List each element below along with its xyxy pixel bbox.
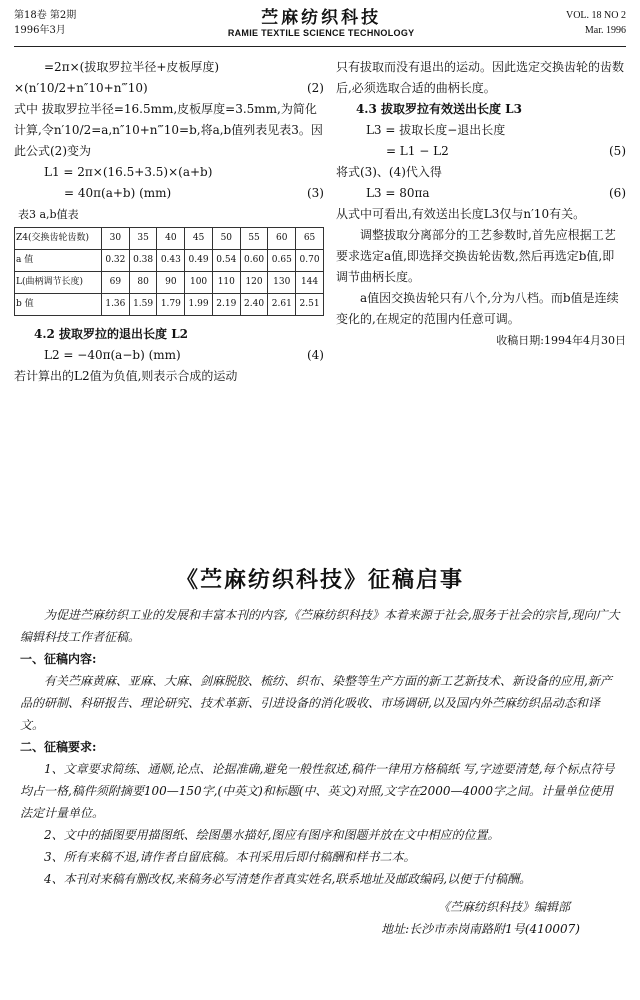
table-row-header: Z4(交换齿轮齿数) — [15, 228, 102, 250]
paragraph-negative-l2: 若计算出的L2值为负值,则表示合成的运动 — [14, 369, 238, 383]
article-columns — [14, 57, 626, 557]
equation-3-number: (3) — [306, 186, 324, 200]
volume-issue-en: VOL. 18 NO 2 — [565, 10, 626, 21]
table-row-header: b 值 — [15, 294, 102, 316]
paragraph-substitute: 将式(3)、(4)代入得 — [335, 165, 442, 179]
notice-requirement-4: 4、本刊对来稿有删改权,来稿务必写清楚作者真实姓名,联系地址及邮政编码,以便于付稿酬。 — [44, 872, 532, 886]
table-cell: 55 — [240, 228, 268, 250]
equation-6 — [336, 183, 626, 204]
table-cell: 60 — [268, 228, 296, 250]
equation-2 — [14, 78, 324, 99]
table-cell: 30 — [102, 228, 130, 250]
table-cell: 100 — [185, 272, 213, 294]
table-cell: 130 — [268, 272, 296, 294]
header-left — [14, 8, 76, 38]
received-date: 收稿日期:1994年4月30日 — [496, 334, 626, 347]
paragraph-variables: 式中 拔取罗拉半径=16.5mm,皮板厚度=3.5mm,为简化计算,令n′10/2=a,n″10+n‴10=b,将a,b值列表见表3。因此公式(2)变为 — [14, 102, 323, 158]
notice-content: 有关苎麻黄麻、亚麻、大麻、剑麻脱胶、梳纺、织布、染整等生产方面的新工艺新技术、新设备的应用,新产品的研制、科研报告、理论研究、技术革新、引进设备的消化吸收、市场调研,以及国内外苎麻纺织品动态和译文。 — [20, 674, 612, 732]
table-row — [15, 294, 324, 316]
table-cell: 0.32 — [102, 250, 130, 272]
table-cell: 1.99 — [185, 294, 213, 316]
equation-6-number: (6) — [609, 186, 626, 200]
table-cell: 40 — [157, 228, 185, 250]
equation-4 — [14, 345, 324, 366]
table-cell: 144 — [296, 272, 324, 294]
table-cell: 45 — [185, 228, 213, 250]
right-column — [336, 57, 626, 557]
table-cell: 0.54 — [212, 250, 240, 272]
table-row — [15, 250, 324, 272]
equation-3-body: = 40π(a+b) (mm) — [64, 186, 172, 200]
table-cell: 0.70 — [296, 250, 324, 272]
section-4-3-heading: 4.3 拔取罗拉有效送出长度 L3 — [355, 102, 522, 116]
notice-heading-content: 一、征稿内容: — [20, 652, 97, 666]
notice-signature: 《苎麻纺织科技》编辑部 — [437, 900, 570, 914]
notice-intro: 为促进苎麻纺织工业的发展和丰富本刊的内容,《苎麻纺织科技》本着来源于社会,服务于社会的宗旨,现向广大编辑科技工作者征稿。 — [20, 608, 620, 644]
notice-requirement-2: 2、文中的插图要用描图纸、绘图墨水描好,图应有图序和图题并放在文中相应的位置。 — [44, 828, 500, 842]
volume-issue-cn: 第18卷 第2期 — [14, 10, 77, 21]
table-row-header: a 值 — [15, 250, 102, 272]
notice-title: 《苎麻纺织科技》征稿启事 — [175, 567, 464, 593]
equation-4-number: (4) — [306, 348, 324, 362]
table-cell: 110 — [212, 272, 240, 294]
equation-5-body: = L1 − L2 — [385, 144, 449, 158]
left-column — [14, 57, 324, 557]
call-for-papers — [14, 563, 626, 940]
table-cell: 35 — [129, 228, 157, 250]
date-cn: 1996年3月 — [14, 25, 66, 36]
table-row — [15, 228, 324, 250]
table-cell: 2.61 — [268, 294, 296, 316]
table-cell: 0.60 — [240, 250, 268, 272]
table-cell: 65 — [296, 228, 324, 250]
notice-body — [20, 604, 620, 940]
table-cell: 2.40 — [240, 294, 268, 316]
notice-heading-requirements: 二、征稿要求: — [20, 740, 97, 754]
table-cell: 69 — [102, 272, 130, 294]
equation-6-body: L3 = 80πa — [365, 186, 430, 200]
table-caption: 表3 a,b值表 — [18, 208, 79, 221]
paragraph-continued: 只有拔取而没有退出的运动。因此选定交换齿轮的齿数后,必须选取合适的曲柄长度。 — [335, 60, 624, 95]
equation-4-body: L2 = −40π(a−b) (mm) — [44, 348, 181, 362]
notice-requirement-3: 3、所有来稿不退,请作者自留底稿。本刊采用后即付稿酬和样书二本。 — [44, 850, 416, 864]
equation-5-number: (5) — [609, 144, 626, 158]
date-en: Mar. 1996 — [584, 25, 626, 36]
table-cell: 2.19 — [212, 294, 240, 316]
equation-2-body: ×(n′10/2+n″10+n‴10) — [14, 81, 148, 95]
table-cell: 50 — [212, 228, 240, 250]
equation-line-a: =2π×(拔取罗拉半径+皮板厚度) — [44, 60, 220, 74]
table-cell: 0.49 — [185, 250, 213, 272]
table-cell: 1.36 — [102, 294, 130, 316]
table-cell: 0.38 — [129, 250, 157, 272]
table-cell: 80 — [129, 272, 157, 294]
notice-address: 地址:长沙市赤岗南路附1号(410007) — [381, 922, 580, 936]
table-row — [15, 272, 324, 294]
equation-line-f: L3 = 拔取长度−退出长度 — [365, 123, 506, 137]
paragraph-adjust: 调整拔取分离部分的工艺参数时,首先应根据工艺要求选定a值,即选择交换齿轮齿数,然后再选定b值,即调节曲柄长度。 — [335, 228, 616, 284]
equation-3 — [14, 183, 324, 204]
equation-5 — [336, 141, 626, 162]
ab-value-table — [14, 227, 324, 316]
table-cell: 0.43 — [157, 250, 185, 272]
header-center — [228, 8, 415, 38]
equation-line-c: L1 = 2π×(16.5+3.5)×(a+b) — [44, 165, 213, 179]
table-cell: 1.79 — [157, 294, 185, 316]
table-cell: 90 — [157, 272, 185, 294]
page-header — [14, 8, 626, 47]
header-right — [566, 8, 626, 38]
paragraph-l3-relation: 从式中可看出,有效送出长度L3仅与n′10有关。 — [335, 207, 586, 221]
section-4-2-heading: 4.2 拔取罗拉的退出长度 L2 — [34, 327, 189, 341]
table-cell: 120 — [240, 272, 268, 294]
table-cell: 2.51 — [296, 294, 324, 316]
journal-title-cn: 苎麻纺织科技 — [261, 8, 382, 28]
table-cell: 0.65 — [268, 250, 296, 272]
notice-requirement-1: 1、文章要求简练、通顺,论点、论据准确,避免一般性叙述,稿件一律用方格稿纸 写,字迹要清楚,每个标点符号均占一格,稿件须附摘要100—150字,(中英文)和标题(中、英文)对照,文字在2000—4000字之间。计量单位使用法定计量单位。 — [20, 762, 615, 820]
journal-title-en: RAMIE TEXTILE SCIENCE TECHNOLOGY — [227, 28, 415, 38]
paragraph-a-value: a值因交换齿轮只有八个,分为八档。而b值是连续变化的,在规定的范围内任意可调。 — [335, 291, 619, 326]
equation-2-number: (2) — [306, 81, 324, 95]
table-cell: 1.59 — [129, 294, 157, 316]
table-row-header: L(曲柄调节长度) — [15, 272, 102, 294]
